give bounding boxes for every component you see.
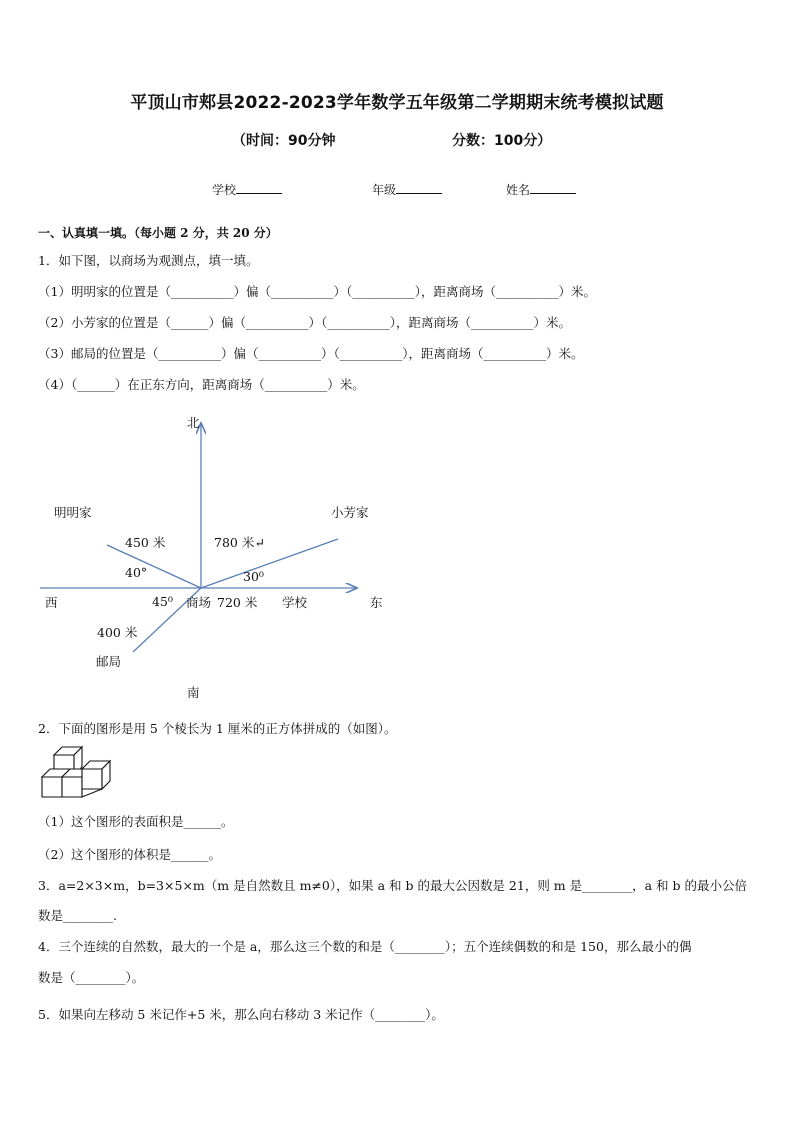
q2-stem: 2．下面的图形是用 5 个棱长为 1 厘米的正方体拼成的（如图）。 — [38, 721, 397, 736]
grade-blank — [396, 181, 442, 194]
q1-part2: （2）小芳家的位置是（______）偏（__________）（__________），距离商场（__________）米。 — [38, 315, 571, 330]
name-field — [506, 181, 576, 198]
name-label: 姓名 — [506, 183, 531, 197]
cube-bottom-1 — [42, 777, 62, 797]
distance-xiaofang: 780 米↵ — [214, 535, 265, 550]
q1-part1: （1）明明家的位置是（__________）偏（__________）（__________），距离商场（__________）米。 — [38, 284, 596, 299]
q5-line1: 5．如果向左移动 5 米记作+5 米，那么向右移动 3 米记作（________）。 — [38, 1007, 444, 1022]
q4-line2: 数是（________）。 — [38, 970, 145, 985]
label-mingming: 明明家 — [54, 505, 92, 520]
q3-line1: 3．a=2×3×m，b=3×5×m（m 是自然数且 m≠0），如果 a 和 b 的最大公因数是 21，则 m 是________，a 和 b 的最小公倍 — [38, 878, 747, 893]
angle-xiaofang: 30⁰ — [243, 569, 264, 584]
exam-time: （时间：90分钟 — [232, 133, 336, 149]
label-east: 东 — [370, 595, 383, 610]
label-south: 南 — [187, 685, 200, 700]
q1-part3: （3）邮局的位置是（__________）偏（__________）（__________），距离商场（__________）米。 — [38, 346, 584, 361]
distance-mingming: 450 米 — [125, 535, 166, 550]
grade-field — [372, 181, 442, 198]
label-west: 西 — [45, 595, 58, 610]
q2-part1: （1）这个图形的表面积是______。 — [38, 814, 234, 829]
angle-mingming: 40° — [125, 565, 148, 580]
distance-post-office: 400 米 — [97, 625, 138, 640]
distance-school: 720 米 — [217, 595, 258, 610]
cube-figure — [38, 743, 118, 801]
exam-score: 分数：100分） — [452, 133, 552, 149]
section-heading: 一、认真填一填。（每小题 2 分，共 20 分） — [38, 226, 278, 240]
cube-bottom-2 — [62, 777, 82, 797]
q1-stem: 1．如下图，以商场为观测点，填一填。 — [38, 253, 259, 268]
school-field — [212, 181, 282, 198]
q4-line1: 4．三个连续的自然数，最大的一个是 a，那么这三个数的和是（________）；五个连续偶数的和是 150，那么最小的偶 — [38, 939, 692, 954]
q3-line2: 数是________. — [38, 908, 117, 923]
label-xiaofang: 小芳家 — [331, 505, 369, 520]
school-label: 学校 — [212, 183, 237, 197]
ray-mingming — [107, 545, 201, 588]
label-mall: 商场 — [186, 595, 212, 610]
school-blank — [236, 181, 282, 194]
exam-title: 平顶山市郏县2022-2023学年数学五年级第二学期期末统考模拟试题 — [130, 93, 664, 113]
name-blank — [530, 181, 576, 194]
label-post-office: 邮局 — [96, 654, 122, 669]
cube-bottom-3 — [82, 769, 102, 789]
angle-post-office: 45⁰ — [152, 594, 173, 609]
q2-part2: （2）这个图形的体积是______。 — [38, 847, 221, 862]
q1-part4: （4）（______）在正东方向，距离商场（__________）米。 — [38, 377, 365, 392]
direction-diagram — [0, 400, 794, 710]
label-north: 北 — [187, 415, 200, 430]
grade-label: 年级 — [372, 183, 397, 197]
label-school: 学校 — [282, 595, 308, 610]
